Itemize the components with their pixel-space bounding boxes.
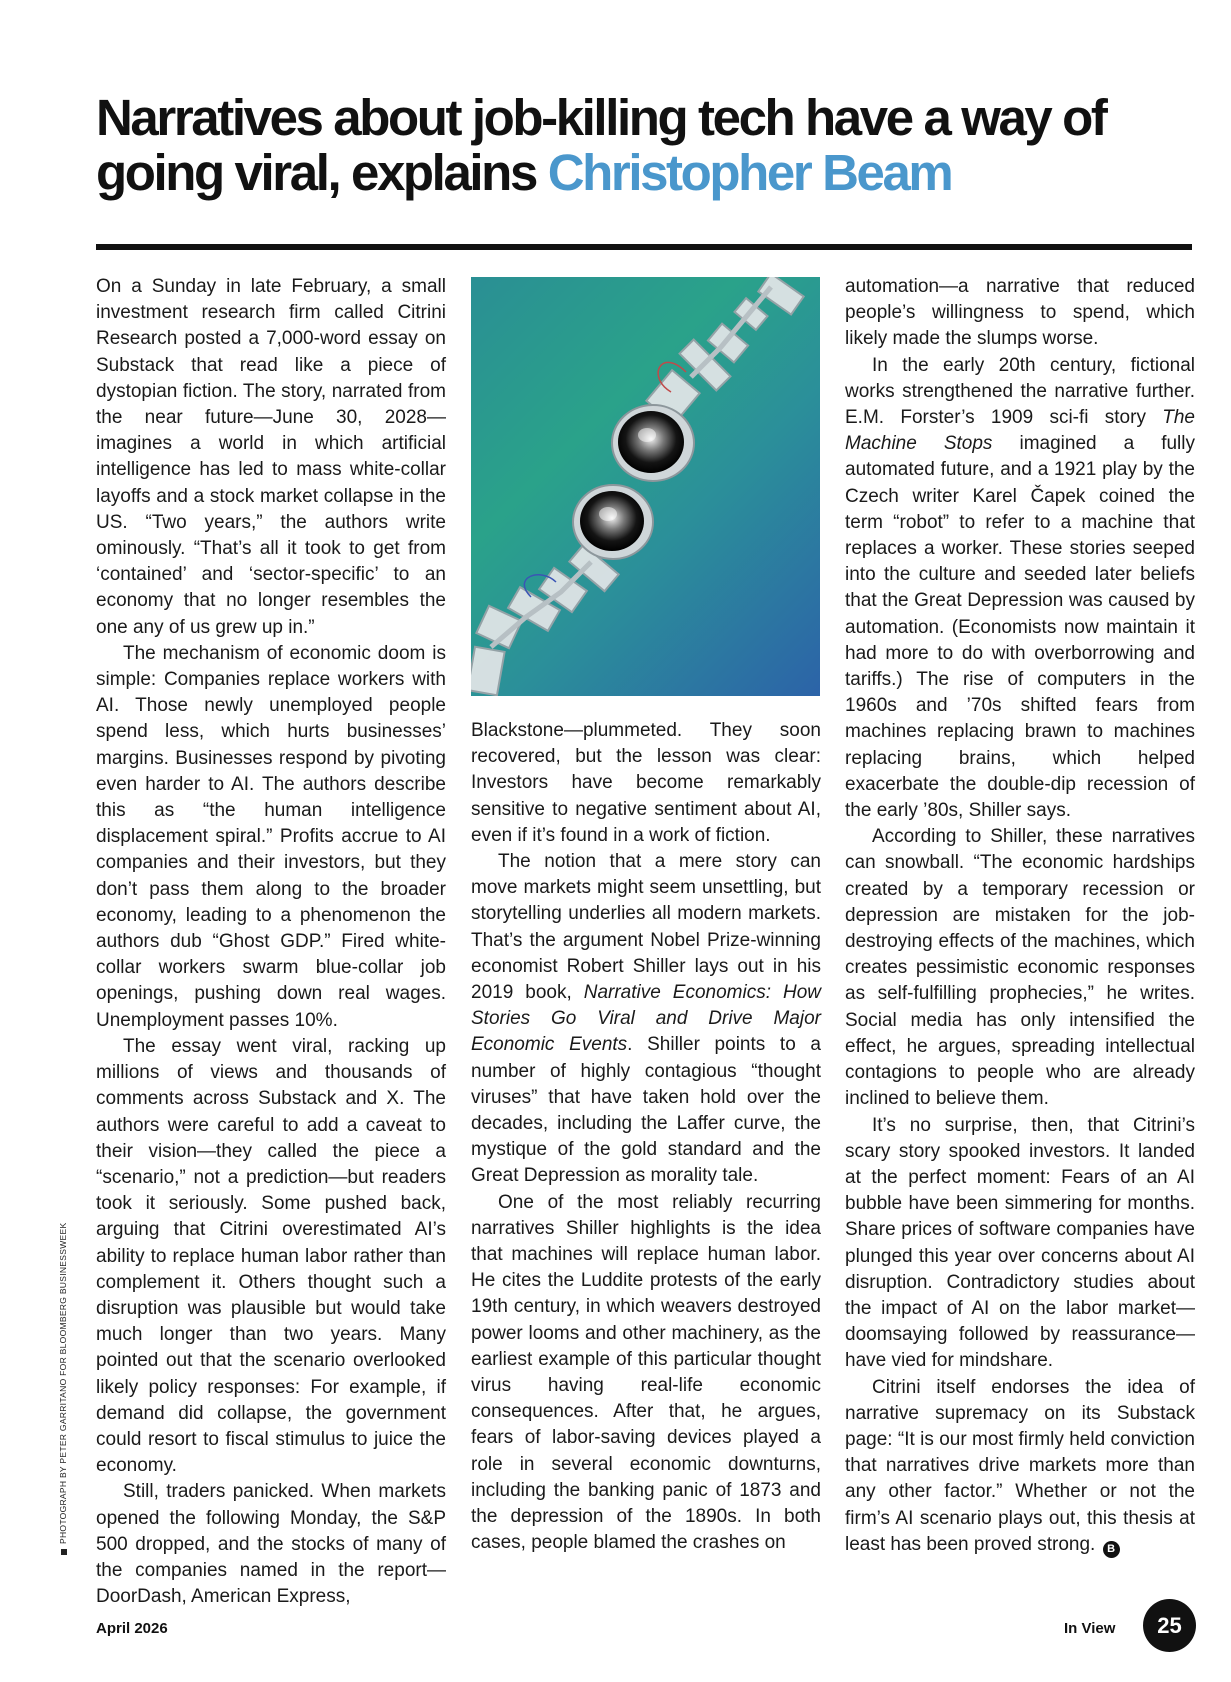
issue-date: April 2026 — [96, 1620, 168, 1637]
paragraph: automation—a narrative that reduced people’s willingness to spend, which likely made the slumps worse. — [845, 276, 1195, 350]
paragraph: The essay went viral, racking up millions of views and thousands of comments across Substack and X. The authors were careful to add a caveat to their vision—they called the piece a “scenario,” not a prediction—but readers took it seriously. Some pushed back, arguing that Citrini overestimated AI’s ability to replace human labor rather than complement it. Others thought such a disruption was plausible but would take much longer than two years. Many pointed out that the scenario overlooked likely policy responses: For example, if demand did collapse, the government could resort to fiscal stimulus to juice the economy. — [96, 1035, 446, 1477]
page-number: 25 — [1143, 1599, 1196, 1652]
robot-arms-photo — [471, 277, 820, 696]
photo-credit — [58, 1223, 68, 1555]
column-2 — [471, 718, 821, 1557]
headline — [96, 90, 1176, 200]
square-bullet-icon — [61, 1549, 67, 1555]
paragraph: It’s no surprise, then, that Citrini’s scary story spooked investors. It landed at the perfect moment: Fears of an AI bubble have been simmering for months. Share prices of software companies have plunged this year over concerns about AI disruption. Contradictory studies about the impact of AI on the labor market—doomsaying followed by reassurance—have vied for mindshare. — [845, 1114, 1195, 1372]
paragraph-text: imagined a fully automated future, and a 1921 play by the Czech writer Karel Čapek coined the term “robot” to refer to a machine that replaces a worker. These stories seeped into the culture and seeded later beliefs that the Great Depression was caused by automation. (Economists now maintain it had more to do with overborrowing and tariffs.) The rise of computers in the 1960s and ’70s shifted fears from machines replacing brawn to machines replacing brains, which helped exacerbate the double-dip recession of the early ’80s, Shiller says. — [845, 433, 1195, 822]
paragraph-text: . Shiller points to a number of highly contagious “thought viruses” that have taken hold over the decades, including the Laffer curve, the mystique of the gold standard and the Great Depression as morality tale. — [471, 1034, 821, 1187]
paragraph: Blackstone—plummeted. They soon recovered, but the lesson was clear: Investors have become remarkably sensitive to negative sentiment about AI, even if it’s found in a work of fiction. — [471, 720, 821, 846]
paragraph-text: Citrini itself endorses the idea of narrative supremacy on its Substack page: “It is our most firmly held conviction that narratives drive markets more than any other factor.” Whether or not the firm’s AI scenario plays out, this thesis at least has been proved strong. — [845, 1376, 1195, 1555]
paragraph: The mechanism of economic doom is simple: Companies replace workers with AI. Those newly unemployed people spend less, which hurts businesses’ margins. Businesses respond by pivoting even harder to AI. The authors describe this as “the human intelligence displacement spiral.” Profits accrue to AI companies and their investors, but they don’t pass them along to the broader economy, leading to a phenomenon the authors dub “Ghost GDP.” Fired white-collar workers swarm blue-collar job openings, pushing down real wages. Unemployment passes 10%. — [96, 642, 446, 1031]
column-3 — [845, 274, 1195, 1558]
paragraph — [471, 849, 821, 1190]
author-name: Christopher Beam — [547, 144, 952, 201]
headline-rule — [96, 244, 1192, 250]
paragraph: One of the most reliably recurring narratives Shiller highlights is the idea that machines will replace human labor. He cites the Luddite protests of the early 19th century, in which weavers destroyed power looms and other machinery, as the earliest example of this particular thought virus having real-life economic consequences. After that, he argues, fears of labor-saving devices played a role in several economic downturns, including the banking panic of 1873 and the depression of the 1890s. In both cases, people blamed the crashes on — [471, 1191, 821, 1554]
section-name: In View — [1064, 1620, 1116, 1637]
paragraph-text: In the early 20th century, fictional works strengthened the narrative further. E.M. Forster’s 1909 sci-fi story — [845, 354, 1195, 429]
paragraph-text: The notion that a mere story can move markets might seem unsettling, but storytelling underlies all modern markets. That’s the argument Nobel Prize-winning economist Robert Shiller lays out in his 2019 book, — [471, 851, 821, 1004]
end-mark-icon: B — [1103, 1541, 1120, 1558]
book-title: Narrative Economics: How Stories Go Viral and Drive Major Economic Events — [471, 982, 821, 1056]
paragraph: According to Shiller, these narratives can snowball. “The economic hardships created by a temporary recession or depression are mistaken for the job-destroying effects of the machines, which creates pessimistic economic responses as self-fulfilling prophecies,” he writes. Social media has only intensified the effect, he argues, spreading intellectual contagions to people who are already inclined to believe them. — [845, 826, 1195, 1110]
paragraph: Still, traders panicked. When markets opened the following Monday, the S&P 500 dropped, and the stocks of many of the companies named in the report—DoorDash, American Express, — [96, 1481, 446, 1608]
headline-text: Narratives about job-killing tech have a way of going viral, explains — [96, 89, 1106, 201]
column-1 — [96, 274, 446, 1610]
paragraph — [845, 1375, 1195, 1558]
paragraph — [845, 353, 1195, 825]
paragraph: On a Sunday in late February, a small investment research firm called Citrini Research posted a 7,000-word essay on Substack that read like a piece of dystopian fiction. The story, narrated from the near future—June 30, 2028—imagines a world in which artificial intelligence has led to mass white-collar layoffs and a stock market collapse in the US. “Two years,” the authors write ominously. “That’s all it took to get from ‘contained’ and ‘sector-specific’ to an economy that no longer resembles the one any of us grew up in.” — [96, 276, 446, 638]
photo-credit-text: PHOTOGRAPH BY PETER GARRITANO FOR BLOOMBERG BUSINESSWEEK — [58, 1222, 68, 1544]
story-title: The Machine Stops — [845, 407, 1195, 455]
